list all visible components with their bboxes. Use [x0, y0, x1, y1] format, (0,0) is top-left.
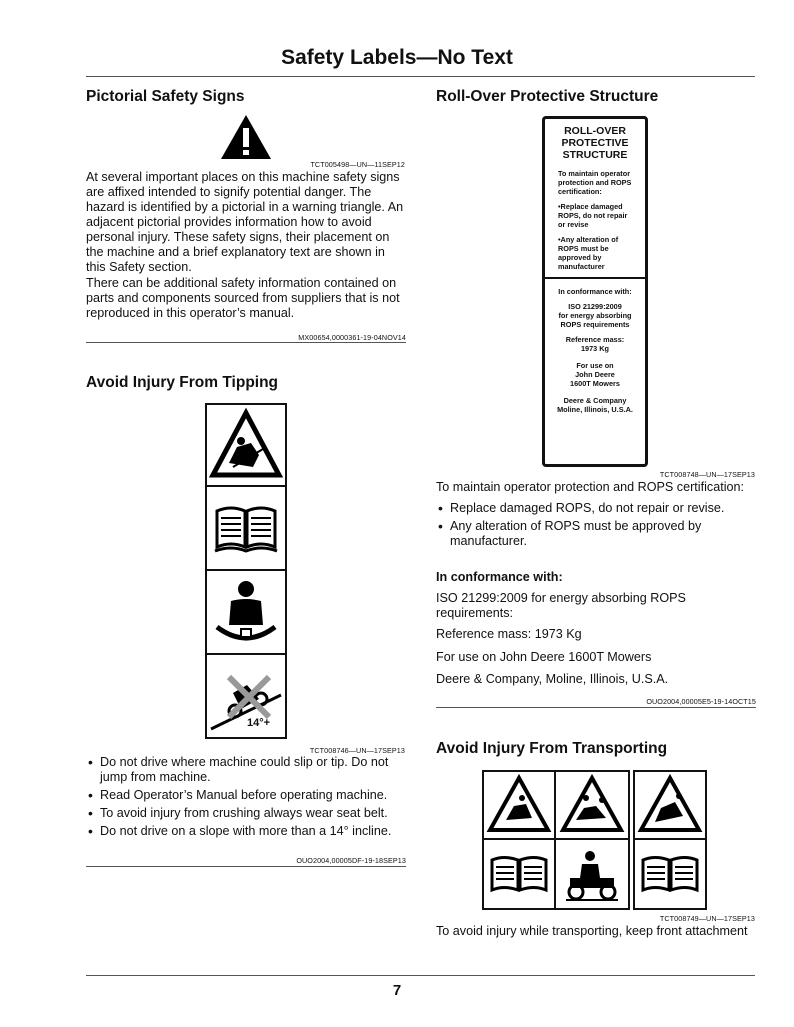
list-item: • Read Operator’s Manual before operating machine. [86, 788, 408, 803]
tipping-image-code: TCT008746—UN—17SEP13 [309, 746, 405, 755]
rops-intro-text: To maintain operator protection and ROPS certification: [436, 480, 745, 494]
seat-belt-icon [207, 571, 285, 653]
rops-doc-code: OUO2004,00005E5-19-14OCT15 [646, 697, 756, 706]
rops-label-use: For use on John Deere 1600T Mowers [570, 361, 620, 388]
rops-label-conformance: In conformance with: [558, 287, 632, 296]
transport-safety-label [482, 770, 630, 910]
incline-mark: 14°+ [247, 717, 271, 729]
transport-hazard-panel-2 [554, 770, 630, 840]
runover-hazard-icon [484, 772, 554, 838]
rops-iso-text: ISO 21299:2009 for energy absorbing ROPS requirements: [436, 591, 686, 620]
rops-label-divider [545, 277, 645, 279]
section-divider [436, 707, 756, 708]
transport-manual-panel-2 [633, 838, 707, 910]
rops-use-text: For use on John Deere 1600T Mowers [436, 650, 652, 664]
rops-bullets [436, 501, 758, 552]
warning-triangle-icon [219, 113, 273, 161]
transport-manual-panel [482, 838, 556, 910]
manual-panel [205, 485, 287, 571]
tipping-safety-label [205, 403, 287, 739]
slope-limit-icon [207, 655, 285, 737]
title-rule [86, 76, 755, 77]
rops-mass-text: Reference mass: 1973 Kg [436, 627, 582, 641]
rops-label-company: Deere & Company Moline, Illinois, U.S.A. [557, 396, 633, 414]
operator-manual-icon [635, 840, 705, 908]
tipover-hazard-icon [635, 772, 705, 838]
rops-image-code: TCT008748—UN—17SEP13 [659, 470, 755, 479]
rops-conformance-heading: In conformance with: [436, 570, 563, 584]
rops-label-title: ROLL-OVER PROTECTIVE STRUCTURE [561, 125, 629, 161]
list-item: • Do not drive on a slope with more than a 14° incline. [86, 824, 408, 839]
crush-hazard-icon [556, 772, 628, 838]
list-item: • Any alteration of ROPS must be approved by manufacturer. [436, 519, 758, 549]
tipping-hazard-panel [205, 403, 287, 487]
rops-label-intro: To maintain operator protection and ROPS certification: [558, 169, 632, 196]
transport-heading: Avoid Injury From Transporting [436, 740, 668, 757]
pictorial-paragraph-2: There can be additional safety information contained on parts and components sourced from suppliers that is not reproduced in this operator’s manual. [86, 276, 400, 320]
rops-label-mass: Reference mass: 1973 Kg [565, 335, 625, 353]
list-item: • Do not drive where machine could slip or tip. Do not jump from machine. [86, 755, 408, 785]
rops-label-bullet-2: •Any alteration of ROPS must be approved by manufacturer [558, 235, 619, 271]
transport-vehicle-panel [554, 838, 630, 910]
operator-manual-icon [484, 840, 554, 908]
slope-panel [205, 653, 287, 739]
pictorial-heading: Pictorial Safety Signs [86, 88, 245, 105]
tipping-heading: Avoid Injury From Tipping [86, 374, 279, 391]
tipping-bullets [86, 755, 408, 842]
section-divider [86, 866, 406, 867]
pictorial-doc-code: MX00654,0000361-19-04NOV14 [298, 333, 406, 342]
transport-safety-label-2 [633, 770, 707, 910]
page-title: Safety Labels—No Text [281, 46, 513, 69]
page-number: 7 [392, 982, 402, 999]
rops-label-iso: ISO 21299:2009 for energy absorbing ROPS requirements [558, 302, 632, 329]
transport-text: To avoid injury while transporting, keep front attachment [436, 924, 748, 938]
tipping-doc-code: OUO2004,00005DF-19-18SEP13 [296, 856, 406, 865]
list-item: • Replace damaged ROPS, do not repair or revise. [436, 501, 758, 516]
footer-rule [86, 975, 755, 976]
pictorial-paragraph-1: At several important places on this machine safety signs are affixed intended to signify potential danger. The hazard is identified by a pictorial in a warning triangle. An adjacent pictorial provides information how to avoid personal injury. These safety signs, their placement on the machine and a brief explanatory text are shown in this Safety section. [86, 170, 404, 274]
section-divider [86, 342, 406, 343]
rops-label-bullet-1: •Replace damaged ROPS, do not repair or revise [558, 202, 628, 229]
rops-label-image [542, 116, 648, 467]
operator-manual-icon [207, 487, 285, 569]
transport-hazard-panel-1 [482, 770, 556, 840]
rops-company-text: Deere & Company, Moline, Illinois, U.S.A. [436, 672, 669, 686]
transport-hazard-panel-3 [633, 770, 707, 840]
seatbelt-panel [205, 569, 287, 655]
rollover-hazard-icon [207, 405, 285, 485]
transport-image-code: TCT008749—UN—17SEP13 [659, 914, 755, 923]
rops-heading: Roll-Over Protective Structure [436, 88, 659, 105]
mower-transport-icon [556, 840, 628, 908]
pictorial-image-code: TCT005498—UN—11SEP12 [310, 160, 405, 169]
list-item: • To avoid injury from crushing always wear seat belt. [86, 806, 408, 821]
